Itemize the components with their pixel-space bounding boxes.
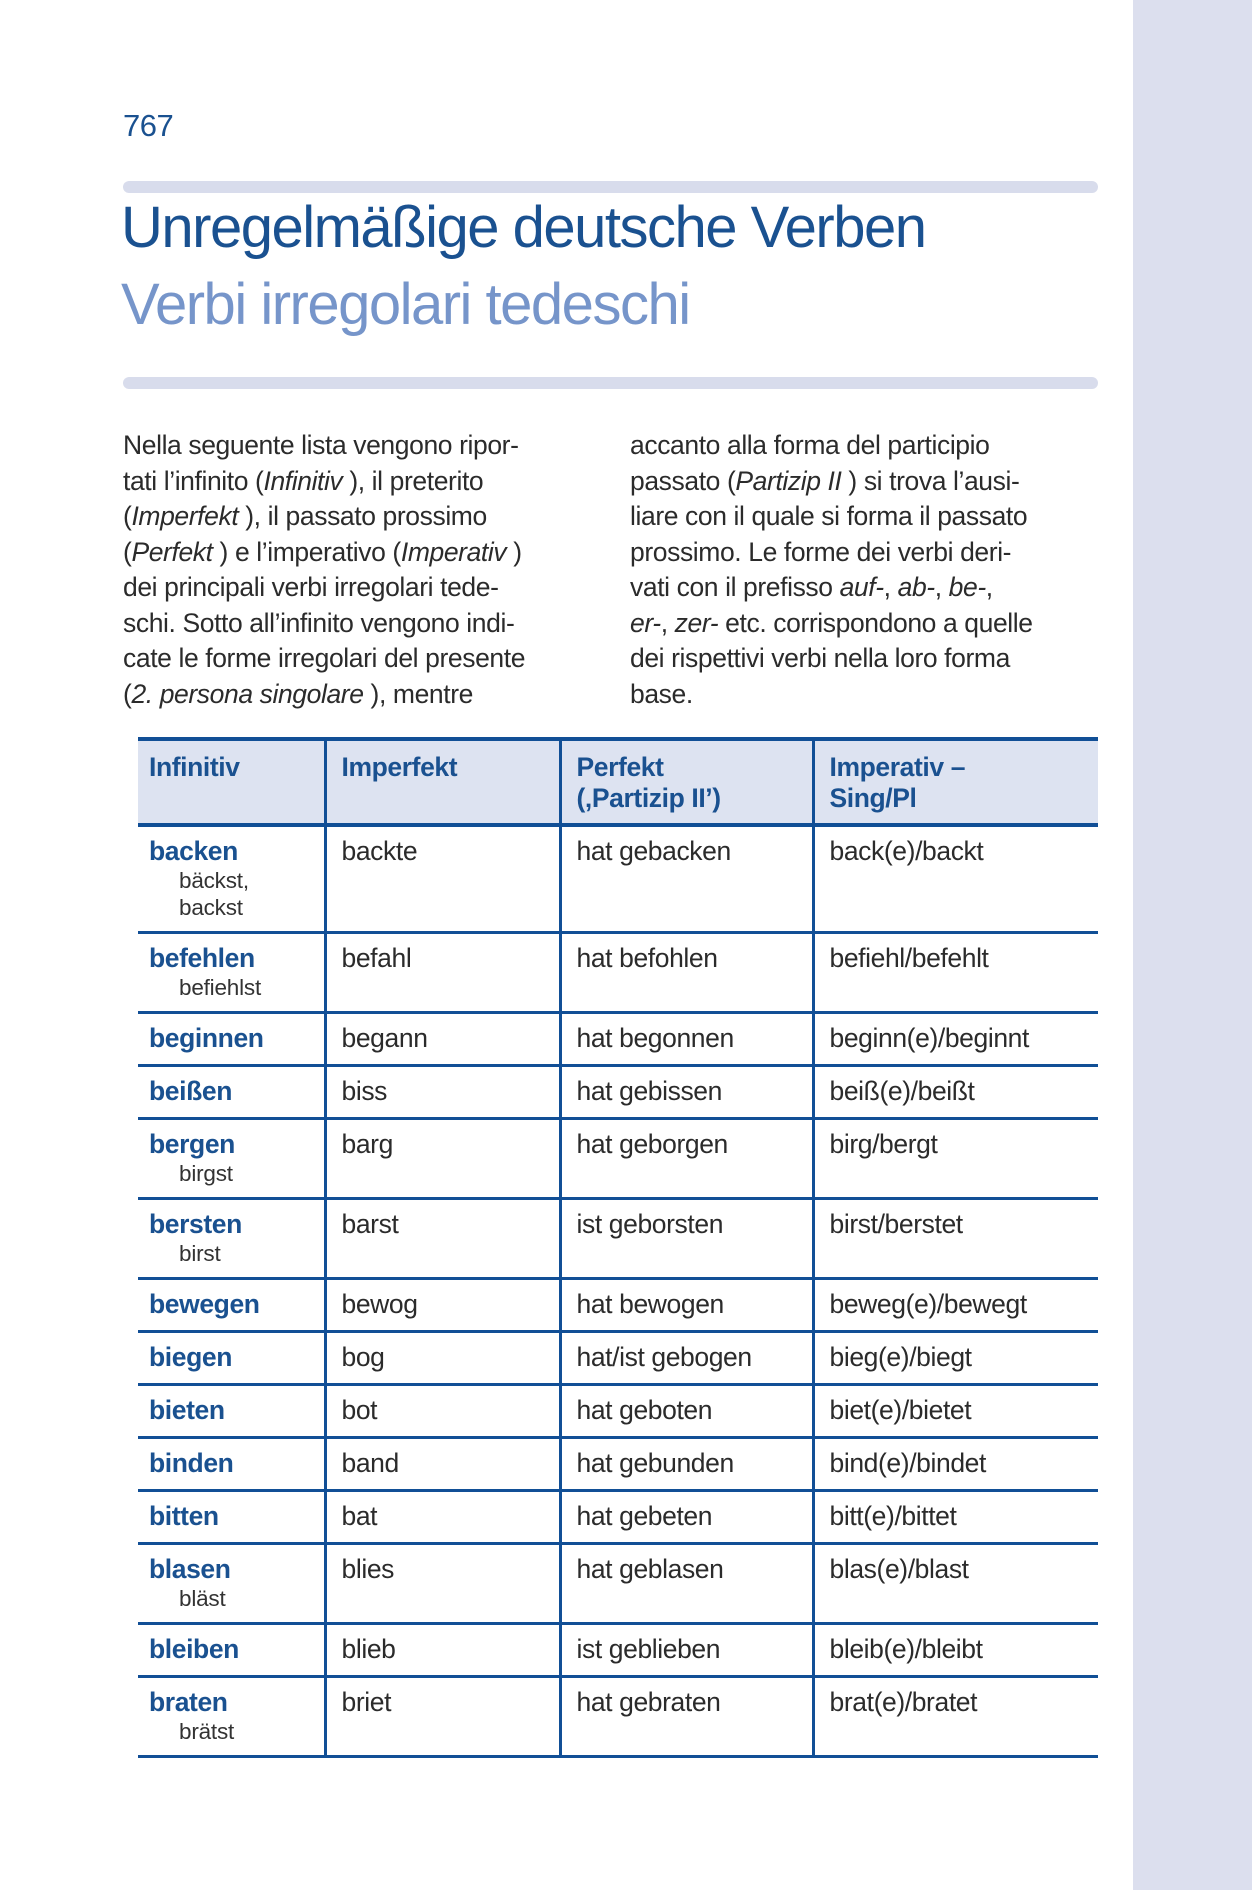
- text-line: [123, 570, 618, 606]
- infinitiv-cell: [138, 1677, 325, 1757]
- imperativ-cell: blas(e)/blast: [813, 1544, 1098, 1624]
- imperativ-cell: beiß(e)/beißt: [813, 1066, 1098, 1119]
- perfekt-cell: ist geblieben: [560, 1624, 813, 1677]
- imperfekt-cell: briet: [325, 1677, 560, 1757]
- infinitiv-cell: [138, 1066, 325, 1119]
- imperativ-cell: back(e)/backt: [813, 825, 1098, 933]
- italic-term: be-: [948, 572, 986, 602]
- infinitive-verb: bersten: [149, 1209, 242, 1239]
- imperfekt-cell: befahl: [325, 933, 560, 1013]
- text-line: [123, 677, 618, 713]
- imperfekt-cell: bog: [325, 1332, 560, 1385]
- infinitiv-cell: [138, 1199, 325, 1279]
- italic-term: Infinitiv: [263, 465, 343, 496]
- text-line: [630, 464, 1110, 500]
- table-row: [138, 1199, 1098, 1279]
- present-form: birst: [179, 1241, 221, 1266]
- infinitiv-cell: [138, 1279, 325, 1332]
- text-segment: ,: [883, 572, 898, 602]
- infinitive-verb: bieten: [149, 1395, 225, 1425]
- text-segment: ), il preterito: [342, 465, 484, 496]
- present-form: birgst: [179, 1161, 233, 1186]
- page-title: Unregelmäßige deutsche Verben: [121, 195, 926, 260]
- imperfekt-cell: band: [325, 1438, 560, 1491]
- infinitiv-cell: [138, 1385, 325, 1438]
- imperfekt-cell: bot: [325, 1385, 560, 1438]
- present-form: brätst: [179, 1719, 235, 1744]
- imperativ-cell: bleib(e)/bleibt: [813, 1624, 1098, 1677]
- table-row: [138, 1491, 1098, 1544]
- text-segment: dei rispettivi verbi nella loro forma: [630, 643, 1010, 673]
- perfekt-cell: hat befohlen: [560, 933, 813, 1013]
- perfekt-cell: hat geboten: [560, 1385, 813, 1438]
- perfekt-cell: hat gebissen: [560, 1066, 813, 1119]
- perfekt-cell: hat gebeten: [560, 1491, 813, 1544]
- perfekt-cell: hat gebunden: [560, 1438, 813, 1491]
- verb-table-header: [138, 739, 1098, 825]
- perfekt-cell: ist geborsten: [560, 1199, 813, 1279]
- imperativ-cell: bind(e)/bindet: [813, 1438, 1098, 1491]
- text-segment: (: [123, 501, 132, 531]
- column-header-line: Imperativ –: [829, 752, 966, 782]
- infinitive-verb: biegen: [149, 1342, 233, 1372]
- text-segment: (: [123, 536, 132, 567]
- infinitiv-cell: [138, 1544, 325, 1624]
- text-line: [630, 641, 1110, 677]
- text-segment: tati l’infinito (: [123, 465, 264, 496]
- table-row: [138, 825, 1098, 933]
- italic-term: Perfekt: [131, 536, 213, 567]
- perfekt-cell: hat gebraten: [560, 1677, 813, 1757]
- text-line: [630, 570, 1110, 606]
- text-segment: liare con il quale si forma il passato: [630, 501, 1028, 531]
- imperfekt-cell: begann: [325, 1013, 560, 1066]
- italic-term: er-: [630, 607, 661, 638]
- text-line: [123, 499, 618, 535]
- intro-right-column: [630, 428, 1110, 712]
- perfekt-cell: hat/ist gebogen: [560, 1332, 813, 1385]
- text-line: [123, 606, 618, 642]
- text-line: [630, 499, 1110, 535]
- infinitive-verb: beißen: [149, 1076, 233, 1106]
- table-row: [138, 1332, 1098, 1385]
- text-line: [630, 428, 1110, 464]
- imperfekt-cell: bat: [325, 1491, 560, 1544]
- table-row: [138, 1624, 1098, 1677]
- imperfekt-cell: blies: [325, 1544, 560, 1624]
- table-row: [138, 1677, 1098, 1757]
- infinitive-verb: bleiben: [149, 1634, 239, 1664]
- text-segment: cate le forme irregolari del presente: [123, 643, 526, 673]
- present-form: befiehlst: [179, 975, 262, 1000]
- table-row: [138, 1013, 1098, 1066]
- text-segment: schi. Sotto all’infinito vengono indi-: [123, 607, 515, 638]
- perfekt-cell: hat begonnen: [560, 1013, 813, 1066]
- text-segment: vati con il prefisso: [630, 572, 840, 602]
- column-header-line: Imperfekt: [341, 752, 458, 782]
- infinitiv-cell: [138, 1438, 325, 1491]
- text-segment: ,: [660, 607, 675, 638]
- infinitive-verb: bitten: [149, 1501, 219, 1531]
- perfekt-cell: hat bewogen: [560, 1279, 813, 1332]
- text-segment: passato (: [630, 465, 736, 496]
- italic-term: ab-: [897, 572, 935, 602]
- italic-term: 2. persona singolare: [131, 678, 364, 709]
- text-segment: prossimo. Le forme dei verbi deri-: [630, 536, 1012, 567]
- imperativ-cell: birg/bergt: [813, 1119, 1098, 1199]
- infinitive-verb: backen: [149, 836, 238, 866]
- infinitiv-cell: [138, 1491, 325, 1544]
- text-segment: dei principali verbi irregolari tede-: [123, 572, 499, 602]
- text-segment: ), il passato prossimo: [238, 501, 487, 531]
- table-row: [138, 933, 1098, 1013]
- imperativ-cell: birst/berstet: [813, 1199, 1098, 1279]
- perfekt-cell: hat gebacken: [560, 825, 813, 933]
- text-segment: ): [506, 536, 522, 567]
- infinitive-verb: bewegen: [149, 1289, 260, 1319]
- text-segment: ,: [934, 572, 949, 602]
- column-header-line: (‚Partizip II’): [576, 783, 721, 813]
- text-segment: base.: [630, 678, 693, 709]
- table-row: [138, 1385, 1098, 1438]
- infinitive-verb: blasen: [149, 1554, 231, 1584]
- infinitiv-cell: [138, 1013, 325, 1066]
- text-segment: ) si trova l’ausi-: [841, 465, 1020, 496]
- infinitiv-cell: [138, 825, 325, 933]
- imperativ-cell: befiehl/befehlt: [813, 933, 1098, 1013]
- table-row: [138, 1066, 1098, 1119]
- imperativ-cell: bieg(e)/biegt: [813, 1332, 1098, 1385]
- perfekt-cell: hat geblasen: [560, 1544, 813, 1624]
- infinitiv-cell: [138, 1119, 325, 1199]
- table-row: [138, 1119, 1098, 1199]
- text-line: [123, 641, 618, 677]
- imperativ-cell: biet(e)/bietet: [813, 1385, 1098, 1438]
- imperfekt-cell: barg: [325, 1119, 560, 1199]
- infinitive-verb: befehlen: [149, 943, 255, 973]
- present-form: bäckst, backst: [179, 868, 249, 920]
- column-header: [325, 739, 560, 825]
- imperfekt-cell: bewog: [325, 1279, 560, 1332]
- imperfekt-cell: barst: [325, 1199, 560, 1279]
- infinitive-verb: beginnen: [149, 1023, 264, 1053]
- perfekt-cell: hat geborgen: [560, 1119, 813, 1199]
- column-header: [813, 739, 1098, 825]
- text-line: [630, 677, 1110, 713]
- verb-table-body: [138, 825, 1098, 1757]
- column-header-line: Sing/Pl: [829, 783, 917, 813]
- infinitiv-cell: [138, 933, 325, 1013]
- column-header-line: Infinitiv: [149, 752, 240, 782]
- infinitive-verb: braten: [149, 1687, 228, 1717]
- imperativ-cell: bitt(e)/bittet: [813, 1491, 1098, 1544]
- text-segment: etc. corrispondono a quelle: [718, 607, 1033, 638]
- imperfekt-cell: backte: [325, 825, 560, 933]
- text-line: [123, 428, 618, 464]
- italic-term: zer-: [674, 607, 719, 638]
- italic-term: Partizip II: [735, 465, 842, 496]
- text-line: [123, 535, 618, 571]
- column-header: [560, 739, 813, 825]
- page-subtitle: Verbi irregolari tedeschi: [121, 272, 690, 337]
- table-row: [138, 1438, 1098, 1491]
- column-header: [138, 739, 325, 825]
- top-divider-bar: [123, 181, 1098, 193]
- second-divider-bar: [123, 377, 1098, 389]
- column-header-line: Perfekt: [576, 752, 664, 782]
- text-line: [123, 464, 618, 500]
- present-form: bläst: [179, 1586, 226, 1611]
- imperativ-cell: beweg(e)/bewegt: [813, 1279, 1098, 1332]
- text-segment: accanto alla forma del participio: [630, 430, 990, 460]
- italic-term: auf-: [839, 572, 884, 602]
- italic-term: Imperfekt: [131, 501, 239, 531]
- infinitive-verb: binden: [149, 1448, 234, 1478]
- infinitiv-cell: [138, 1624, 325, 1677]
- page-edge-strip: [1133, 0, 1252, 1890]
- text-segment: ,: [985, 572, 993, 602]
- text-line: [630, 606, 1110, 642]
- verb-table-header-row: [138, 739, 1098, 825]
- page-number: 767: [123, 108, 174, 143]
- imperativ-cell: brat(e)/bratet: [813, 1677, 1098, 1757]
- text-segment: ), mentre: [363, 678, 473, 709]
- imperfekt-cell: blieb: [325, 1624, 560, 1677]
- imperfekt-cell: biss: [325, 1066, 560, 1119]
- verb-table: [138, 737, 1098, 1758]
- italic-term: Imperativ: [400, 536, 507, 567]
- table-row: [138, 1544, 1098, 1624]
- infinitive-verb: bergen: [149, 1129, 235, 1159]
- imperativ-cell: beginn(e)/beginnt: [813, 1013, 1098, 1066]
- text-line: [630, 535, 1110, 571]
- text-segment: ) e l’imperativo (: [212, 536, 401, 567]
- text-segment: (: [123, 678, 132, 709]
- text-segment: Nella seguente lista vengono ripor-: [123, 430, 519, 460]
- intro-left-column: [123, 428, 618, 712]
- table-row: [138, 1279, 1098, 1332]
- infinitiv-cell: [138, 1332, 325, 1385]
